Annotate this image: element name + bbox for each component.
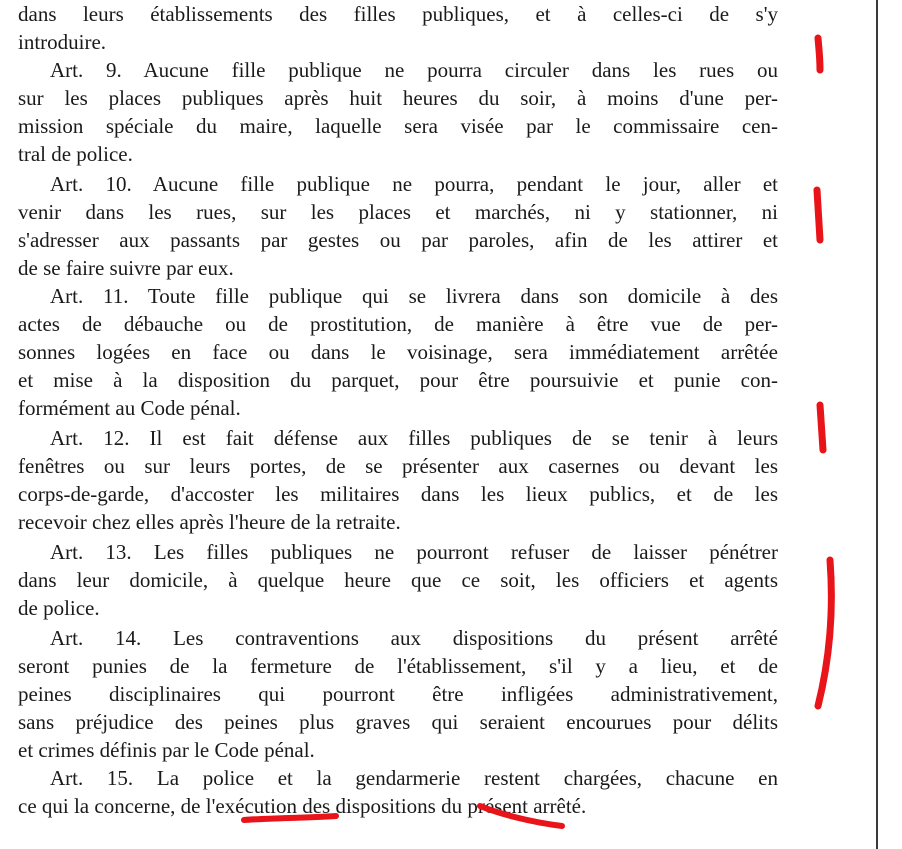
text-line: Art. 13. Les filles publiques ne pourront refuser de laisser pénétrer <box>50 540 778 564</box>
text-line: recevoir chez elles après l'heure de la retraite. <box>18 510 401 534</box>
text-line: et mise à la disposition du parquet, pour être poursuivie et punie con- <box>18 368 778 392</box>
text-line: seront punies de la fermeture de l'établissement, s'il y a lieu, et de <box>18 654 778 678</box>
text-line: dans leurs établissements des filles publiques, et à celles-ci de s'y <box>18 2 778 26</box>
text-line: actes de débauche ou de prostitution, de manière à être vue de per- <box>18 312 778 336</box>
text-line: introduire. <box>18 30 107 54</box>
text-line: corps-de-garde, d'accoster les militaires dans les lieux publics, et de les <box>18 482 778 506</box>
text-line: dans leur domicile, à quelque heure que ce soit, les officiers et agents <box>18 568 778 592</box>
margin-mark-art9 <box>818 38 820 70</box>
text-line: tral de police. <box>18 142 133 166</box>
text-line: sonnes logées en face ou dans le voisinage, sera immédiatement arrêtée <box>18 340 778 364</box>
text-line: et crimes définis par le Code pénal. <box>18 738 315 762</box>
page-edge-rule <box>876 0 878 849</box>
text-line: peines disciplinaires qui pourront être infligées administrativement, <box>18 682 778 706</box>
margin-mark-art12 <box>820 405 823 450</box>
text-line: Art. 14. Les contraventions aux dispositions du présent arrêté <box>50 626 778 650</box>
text-line: Art. 11. Toute fille publique qui se livrera dans son domicile à des <box>50 284 778 308</box>
margin-mark-art13-14 <box>818 560 831 706</box>
text-line: sur les places publiques après huit heures du soir, à moins d'une per- <box>18 86 778 110</box>
text-line: Art. 9. Aucune fille publique ne pourra circuler dans les rues ou <box>50 58 778 82</box>
text-line: sans préjudice des peines plus graves qui seraient encourues pour délits <box>18 710 778 734</box>
text-line: de se faire suivre par eux. <box>18 256 234 280</box>
text-line: Art. 12. Il est fait défense aux filles publiques de se tenir à leurs <box>50 426 778 450</box>
text-line: fenêtres ou sur leurs portes, de se présenter aux casernes ou devant les <box>18 454 778 478</box>
text-line: Art. 15. La police et la gendarmerie restent chargées, chacune en <box>50 766 778 790</box>
text-line: venir dans les rues, sur les places et marchés, ni y stationner, ni <box>18 200 778 224</box>
text-line: Art. 10. Aucune fille publique ne pourra, pendant le jour, aller et <box>50 172 778 196</box>
text-line: ce qui la concerne, de l'exécution des dispositions du présent arrêté. <box>18 794 587 818</box>
text-line: formément au Code pénal. <box>18 396 241 420</box>
text-line: mission spéciale du maire, laquelle sera visée par le commissaire cen- <box>18 114 778 138</box>
text-line: de police. <box>18 596 100 620</box>
text-line: s'adresser aux passants par gestes ou par paroles, afin de les attirer et <box>18 228 778 252</box>
margin-mark-art10 <box>817 190 820 240</box>
